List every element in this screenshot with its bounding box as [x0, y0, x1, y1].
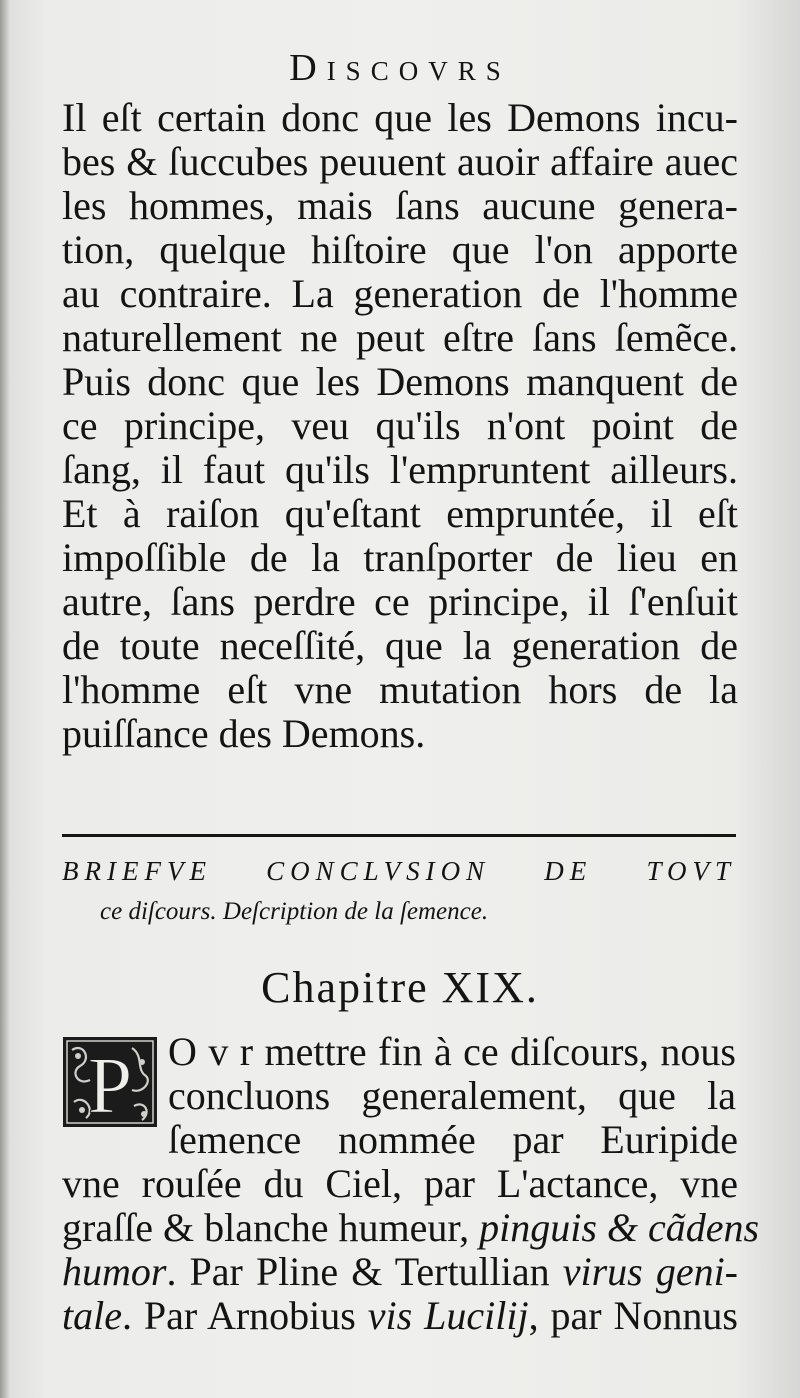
- text-line: concluons generalement, que la: [168, 1073, 736, 1118]
- italic-latin-run: vis Lucilij: [367, 1293, 529, 1338]
- running-head: Discovrs: [289, 47, 511, 89]
- text-line: [62, 1250, 738, 1294]
- italic-latin-run: humor: [62, 1249, 167, 1294]
- text-line: naturellement ne peut eſtre ſans ſemẽce.: [62, 315, 738, 360]
- ornamental-dropcap-icon: [62, 1036, 158, 1128]
- text-line: Il eſt certain donc que les Demons incu-: [62, 95, 738, 140]
- text-line: impoſſible de la tranſporter de lieu en: [62, 535, 738, 580]
- text-run: . Par Arnobius: [121, 1293, 368, 1338]
- text-line: l'homme eſt vne mutation hors de la: [62, 667, 738, 712]
- text-line: autre, ſans perdre ce principe, il ſ'enſuit: [62, 579, 738, 624]
- paragraph-1: [62, 96, 738, 756]
- text-run: , par Nonnus: [528, 1293, 739, 1338]
- italic-latin-run: pinguis & cãdens: [479, 1205, 760, 1250]
- paragraph-2: [62, 1117, 760, 1338]
- text-line: ce principe, veu qu'ils n'ont point de: [62, 403, 738, 448]
- text-line: ſang, il faut qu'ils l'empruntent ailleurs.: [62, 447, 738, 492]
- section-rubric-subheading: ce diſcours. Deſcription de la ſemence.: [100, 898, 489, 925]
- page-gutter-shadow: [0, 0, 10, 1398]
- text-line: Puis donc que les Demons manquent de: [62, 359, 738, 404]
- text-run: . Par Pline & Tertullian: [166, 1249, 563, 1294]
- dropcap-letter: P: [87, 1042, 133, 1128]
- italic-latin-run: tale: [62, 1293, 122, 1338]
- text-line: bes & ſuccubes peuuent auoir affaire auec: [62, 139, 738, 184]
- text-line: tion, quelque hiſtoire que l'on apporte: [62, 227, 738, 272]
- text-line-last: puiſſance des Demons.: [62, 711, 426, 756]
- section-divider-rule: [62, 834, 736, 837]
- section-rubric-heading: BRIEFVE CONCLVSION DE TOVT: [62, 856, 736, 886]
- paragraph-2-beside-dropcap: [168, 1030, 736, 1118]
- text-line: vne rouſée du Ciel, par L'actance, vne: [62, 1161, 738, 1206]
- text-line: O v r mettre fin à ce diſcours, nous: [168, 1029, 736, 1074]
- chapter-title: Chapitre XIX.: [261, 963, 539, 1012]
- italic-latin-run: virus geni-: [562, 1249, 739, 1294]
- text-line: les hommes, mais ſans aucune genera-: [62, 183, 738, 228]
- text-line: ſemence nommée par Euripide: [168, 1117, 738, 1162]
- text-line: de toute neceſſité, que la generation de: [62, 623, 738, 668]
- text-run: graſſe & blanche humeur,: [62, 1205, 480, 1250]
- text-line: au contraire. La generation de l'homme: [62, 271, 738, 316]
- text-line: Et à raiſon qu'eſtant empruntée, il eſt: [62, 491, 738, 536]
- ornamental-dropcap: [62, 1036, 158, 1128]
- text-line: [62, 1205, 760, 1250]
- text-line: [62, 1294, 738, 1338]
